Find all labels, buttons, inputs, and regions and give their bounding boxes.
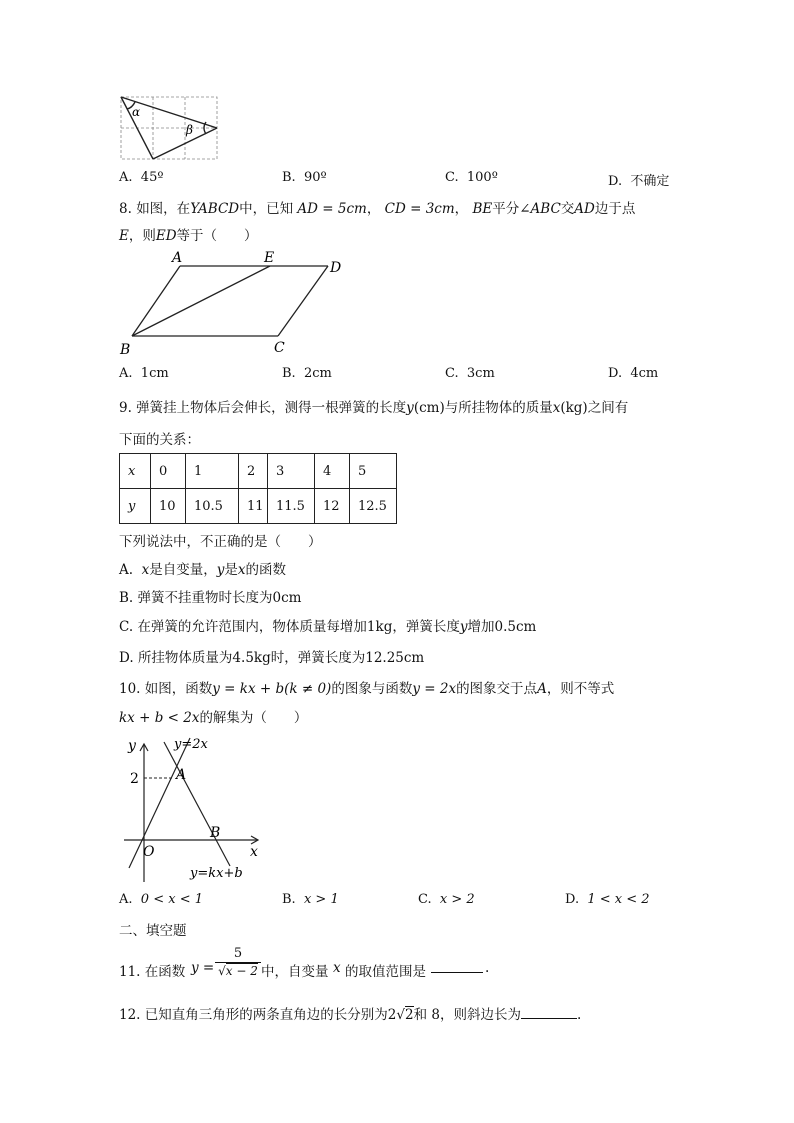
q8-option-c[interactable]: C. 3cm xyxy=(445,366,495,381)
q9-option-b[interactable]: B. 弹簧不挂重物时长度为0cm xyxy=(119,590,302,606)
table-cell: 4 xyxy=(315,454,350,489)
q10-origin-label: O xyxy=(143,844,155,860)
q9-stem-line2: 下面的关系： xyxy=(119,432,200,448)
q9-stem-line1: 9. 弹簧挂上物体后会伸长，测得一根弹簧的长度y(cm)与所挂物体的质量x(kg)之间有 xyxy=(119,400,629,416)
q10-stem-line1: 10. 如图，函数y = kx + b(k ≠ 0)的图象与函数y = 2x的图象交于点A，则不等式 xyxy=(119,681,615,697)
table-cell: 1 xyxy=(186,454,239,489)
table-cell: 3 xyxy=(268,454,315,489)
section-heading: 二、填空题 xyxy=(119,923,187,939)
q11-answer-blank[interactable] xyxy=(431,960,483,973)
q10-graph-figure xyxy=(116,732,266,884)
q10-point-a-label: A xyxy=(176,767,187,783)
q10-option-a[interactable]: A. 0 < x < 1 xyxy=(119,892,203,907)
q8-stem-line2: E，则ED等于（ ） xyxy=(119,228,258,244)
q10-option-b[interactable]: B. x > 1 xyxy=(282,892,339,907)
table-cell: x xyxy=(120,454,151,489)
q10-option-d[interactable]: D. 1 < x < 2 xyxy=(565,892,650,907)
q7-beta-label: β xyxy=(186,123,193,137)
q9-option-c[interactable]: C. 在弹簧的允许范围内，物体质量每增加1kg，弹簧长度y增加0.5cm xyxy=(119,619,537,635)
q8-option-a[interactable]: A. 1cm xyxy=(119,366,169,381)
q8-label-a: A xyxy=(172,250,183,266)
q9-option-d[interactable]: D. 所挂物体质量为4.5kg时，弹簧长度为12.25cm xyxy=(119,650,425,666)
table-cell: 12 xyxy=(315,489,350,524)
q7-option-d[interactable]: D. 不确定 xyxy=(608,174,670,189)
q7-option-a[interactable]: A. 45º xyxy=(119,170,164,185)
table-cell: 11.5 xyxy=(268,489,315,524)
q8-label-c: C xyxy=(274,340,285,356)
q10-line2-label: y=kx+b xyxy=(190,866,243,881)
table-cell: y xyxy=(120,489,151,524)
table-cell: 11 xyxy=(239,489,268,524)
q10-y-axis-label: y xyxy=(128,738,136,754)
q11-fraction: 5 √x − 2 xyxy=(215,946,261,978)
q10-tick-2-label: 2 xyxy=(130,771,139,787)
sqrt-icon: √ xyxy=(218,964,226,978)
table-cell: 5 xyxy=(350,454,397,489)
q12-stem: 12. 已知直角三角形的两条直角边的长分别为2√2和 8，则斜边长为 . xyxy=(119,1007,582,1023)
q9-option-a[interactable]: A. x是自变量，y是x的函数 xyxy=(119,562,287,578)
q8-option-b[interactable]: B. 2cm xyxy=(282,366,332,381)
q8-label-e: E xyxy=(264,250,275,266)
table-cell: 0 xyxy=(151,454,186,489)
q9-value-table xyxy=(119,453,397,524)
table-cell: 10.5 xyxy=(186,489,239,524)
table-cell: 2 xyxy=(239,454,268,489)
q9-prompt: 下列说法中，不正确的是（ ） xyxy=(119,534,322,550)
q10-line1-label: y=2x xyxy=(174,737,208,752)
table-cell: 10 xyxy=(151,489,186,524)
q8-option-d[interactable]: D. 4cm xyxy=(608,366,659,381)
q9-table-row-x xyxy=(120,454,397,489)
q10-point-b-label: B xyxy=(210,825,221,841)
q10-x-axis-label: x xyxy=(250,844,258,860)
q10-stem-line2: kx + b < 2x的解集为（ ） xyxy=(119,710,308,726)
q10-option-c[interactable]: C. x > 2 xyxy=(418,892,475,907)
q8-label-d: D xyxy=(330,260,342,276)
q7-figure xyxy=(118,94,220,162)
q9-table-row-y xyxy=(120,489,397,524)
q7-option-b[interactable]: B. 90º xyxy=(282,170,327,185)
q12-answer-blank[interactable] xyxy=(521,1006,577,1019)
table-cell: 12.5 xyxy=(350,489,397,524)
q8-label-b: B xyxy=(120,342,131,358)
q7-alpha-label: α xyxy=(132,105,141,119)
q7-option-c[interactable]: C. 100º xyxy=(445,170,498,185)
q8-parallelogram-figure xyxy=(116,248,346,360)
sqrt-icon: √ xyxy=(396,1007,405,1023)
q8-stem-line1: 8. 如图，在YABCD中，已知 AD = 5cm， CD = 3cm， BE平分∠ABC交AD边于点 xyxy=(119,201,636,217)
